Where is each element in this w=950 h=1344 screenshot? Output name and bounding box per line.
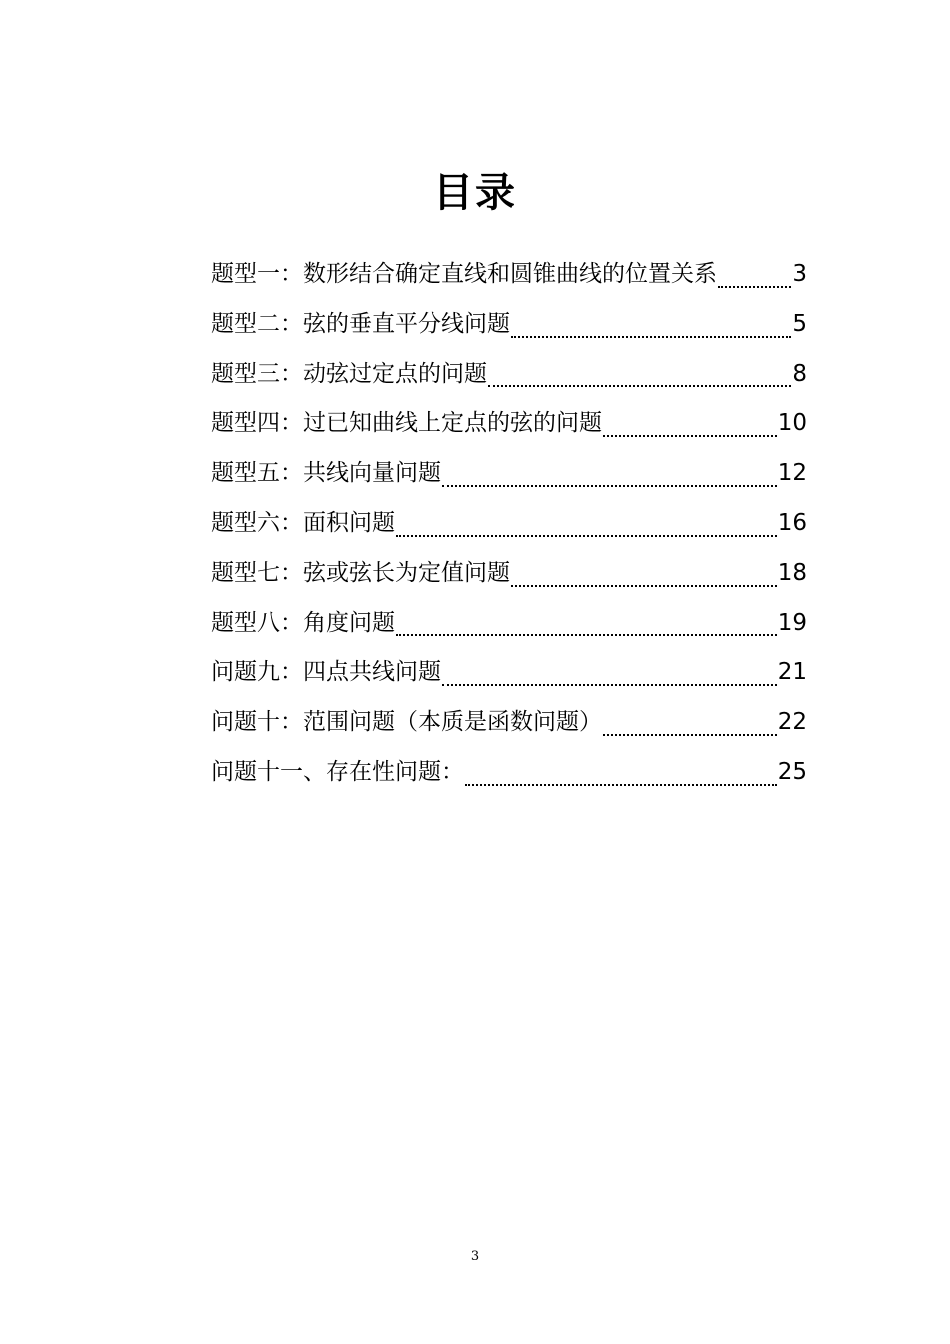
toc-entry[interactable]	[211, 399, 807, 449]
table-of-contents	[211, 250, 807, 798]
toc-entry-page: 3	[792, 261, 807, 287]
toc-dot-leader	[396, 535, 777, 537]
toc-entry-label: 题型八：角度问题	[211, 609, 395, 636]
toc-entry-page: 5	[792, 310, 807, 337]
toc-dot-leader	[488, 385, 791, 387]
toc-dot-leader	[603, 435, 777, 437]
toc-entry-page: 19	[777, 609, 807, 636]
toc-dot-leader	[442, 684, 777, 686]
toc-entry[interactable]	[211, 499, 807, 549]
toc-entry-label: 题型四：过已知曲线上定点的弦的问题	[211, 410, 602, 437]
toc-entry-label: 题型五：共线向量问题	[211, 460, 441, 487]
toc-entry-label: 问题十：范围问题（本质是函数问题）	[211, 709, 602, 736]
toc-entry[interactable]	[211, 648, 807, 698]
toc-entry[interactable]	[211, 748, 807, 798]
toc-dot-leader	[396, 634, 777, 636]
toc-entry-page: 16	[777, 509, 807, 536]
toc-entry-label: 题型六：面积问题	[211, 509, 395, 536]
page-number: 3	[470, 1249, 480, 1264]
toc-entry-page: 25	[777, 758, 807, 785]
toc-entry-label: 题型一：数形结合确定直线和圆锥曲线的位置关系	[211, 261, 717, 287]
toc-entry[interactable]	[211, 698, 807, 748]
toc-entry-page: 8	[792, 360, 807, 387]
toc-entry-page: 18	[777, 559, 807, 586]
toc-entry-page: 10	[777, 410, 807, 437]
toc-entry-page: 12	[777, 460, 807, 487]
toc-entry[interactable]	[211, 350, 807, 400]
toc-entry[interactable]	[211, 250, 807, 300]
toc-dot-leader	[511, 585, 777, 587]
toc-entry-label: 问题十一、存在性问题：	[211, 758, 464, 785]
toc-entry-label: 题型二：弦的垂直平分线问题	[211, 310, 510, 337]
toc-entry-page: 22	[777, 709, 807, 736]
toc-dot-leader	[511, 336, 791, 338]
toc-dot-leader	[718, 286, 791, 288]
toc-dot-leader	[603, 734, 777, 736]
toc-dot-leader	[465, 784, 777, 786]
toc-entry[interactable]	[211, 599, 807, 649]
toc-entry-page: 21	[777, 659, 807, 686]
toc-dot-leader	[442, 485, 777, 487]
page-title: 目录	[433, 169, 517, 216]
toc-entry[interactable]	[211, 549, 807, 599]
toc-entry-label: 题型七：弦或弦长为定值问题	[211, 559, 510, 586]
toc-entry[interactable]	[211, 449, 807, 499]
toc-entry-label: 问题九：四点共线问题	[211, 659, 441, 686]
toc-entry[interactable]	[211, 300, 807, 350]
toc-entry-label: 题型三：动弦过定点的问题	[211, 360, 487, 387]
